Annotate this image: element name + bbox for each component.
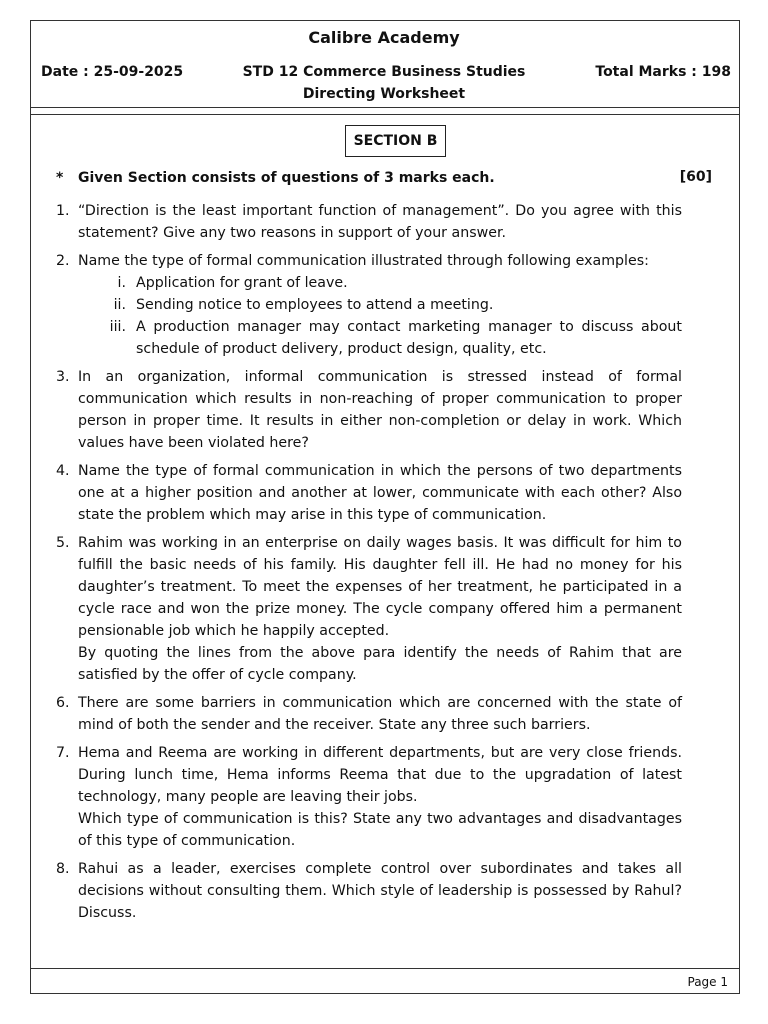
instruction-text: Given Section consists of questions of 3 marks each. [78, 170, 495, 186]
question-3 [48, 366, 682, 454]
question-number: 1. [56, 203, 70, 219]
sub-item-text: Application for grant of leave. [136, 275, 348, 291]
question-text: “Direction is the least important function of management”. Do you agree with this statement? Give any two reasons in support of your answer. [78, 203, 682, 241]
question-5 [48, 532, 682, 686]
question-number: 8. [56, 861, 70, 877]
section-marks: [60] [679, 169, 712, 185]
question-text: Name the type of formal communication in which the persons of two departments one at a higher position and another at lower, communicate with each other? Also state the problem which may arise in this type of communication. [78, 463, 682, 523]
question-text-continued: Which type of communication is this? State any two advantages and disadvantages of this type of communication. [78, 811, 682, 849]
bullet-star-icon: * [56, 170, 64, 186]
question-text: Rahui as a leader, exercises complete control over subordinates and takes all decisions without consulting them. Which style of leadership is possessed by Rahul? Discuss. [78, 861, 682, 921]
question-2 [48, 250, 682, 360]
sub-item [78, 316, 682, 360]
question-list [48, 200, 682, 930]
sub-item-number: i. [117, 275, 126, 291]
question-text: Name the type of formal communication illustrated through following examples: [78, 253, 649, 269]
header-divider [30, 107, 740, 108]
section-instruction [56, 170, 495, 186]
section-title: SECTION B [345, 125, 446, 157]
question-number: 5. [56, 535, 70, 551]
question-text: Hema and Reema are working in different departments, but are very close friends. During lunch time, Hema informs Reema that due to the upgradation of latest technology, many people are leaving their jobs. [78, 745, 682, 805]
sub-item-text: A production manager may contact marketing manager to discuss about schedule of product delivery, product design, quality, etc. [136, 319, 682, 357]
sub-item [78, 294, 682, 316]
worksheet-title: Directing Worksheet [302, 86, 466, 102]
question-number: 2. [56, 253, 70, 269]
exam-date: Date : 25-09-2025 [41, 64, 184, 80]
total-marks: Total Marks : 198 [595, 64, 731, 80]
header-divider-2 [30, 114, 740, 115]
question-text: There are some barriers in communication which are concerned with the state of mind of both the sender and the receiver. State any three such barriers. [78, 695, 682, 733]
question-number: 6. [56, 695, 70, 711]
question-text-continued: By quoting the lines from the above para identify the needs of Rahim that are satisfied by the offer of cycle company. [78, 645, 682, 683]
page-number: Page 1 [687, 975, 728, 989]
institute-name: Calibre Academy [308, 28, 460, 47]
question-1 [48, 200, 682, 244]
question-number: 4. [56, 463, 70, 479]
question-4 [48, 460, 682, 526]
question-text: In an organization, informal communication is stressed instead of formal communication which results in non-reaching of proper communication to proper person in proper time. It results in either non-completion or delay in work. Which values have been violated here? [78, 369, 682, 451]
question-7 [48, 742, 682, 852]
question-8 [48, 858, 682, 924]
sub-item [78, 272, 682, 294]
sub-item-number: ii. [113, 297, 126, 313]
footer-divider [30, 968, 740, 969]
sub-item-text: Sending notice to employees to attend a meeting. [136, 297, 494, 313]
question-number: 3. [56, 369, 70, 385]
subject-title: STD 12 Commerce Business Studies [242, 64, 526, 80]
sub-item-number: iii. [109, 319, 126, 335]
question-6 [48, 692, 682, 736]
question-text: Rahim was working in an enterprise on daily wages basis. It was difficult for him to fulfill the basic needs of his family. His daughter fell ill. He had no money for his daughter’s treatment. To meet the expenses of her treatment, he participated in a cycle race and won the prize money. The cycle company offered him a permanent pensionable job which he happily accepted. [78, 535, 682, 639]
question-number: 7. [56, 745, 70, 761]
